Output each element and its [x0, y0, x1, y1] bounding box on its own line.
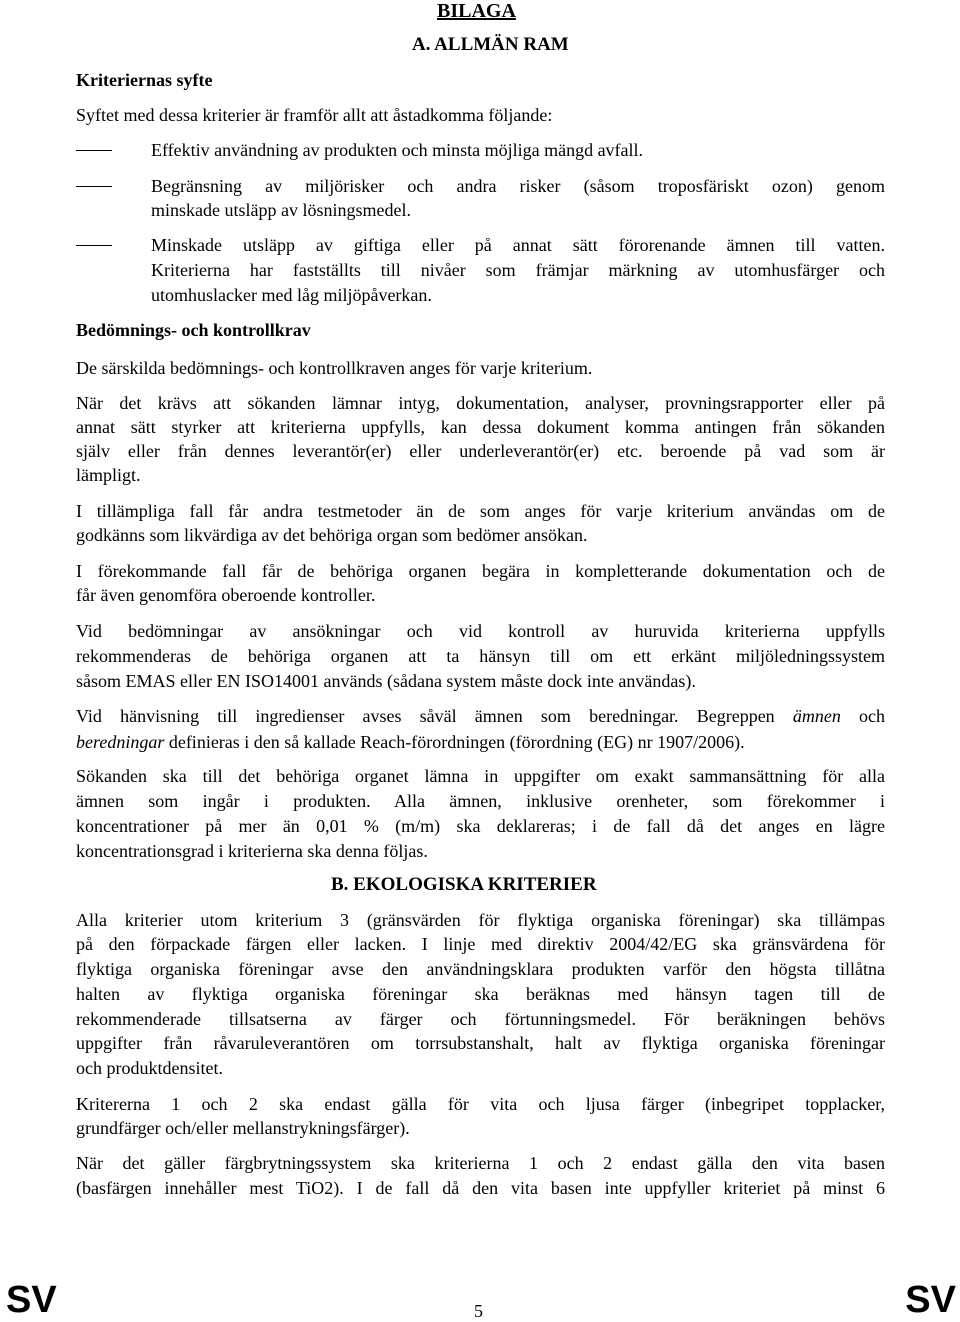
page-number: 5 — [474, 1301, 483, 1321]
bullet-line: Begränsning av miljörisker och andra risker (såsom troposfäriskt ozon) genom — [151, 176, 885, 196]
term-amnen: ämnen — [792, 706, 841, 726]
paragraph-line: Vid bedömningar av ansökningar och vid kontroll av huruvida kriterierna uppfylls — [76, 621, 885, 641]
syfte-heading: Kriteriernas syfte — [76, 70, 213, 90]
dash-icon — [76, 245, 112, 246]
term-beredningar: beredningar — [76, 732, 165, 752]
dash-icon — [76, 186, 112, 187]
section-a-heading: A. ALLMÄN RAM — [412, 34, 569, 55]
paragraph-line: uppgifter från råvaruleverantören om torrsubstanshalt, halt av flyktiga organiska föreningar — [76, 1033, 885, 1053]
syfte-intro: Syftet med dessa kriterier är framför allt att åstadkomma följande: — [76, 105, 553, 125]
paragraph-line: koncentrationsgrad i kriterierna ska denna följas. — [76, 841, 428, 861]
text-run: definieras i den så kallade Reach-förordningen (förordning (EG) nr 1907/2006). — [164, 732, 745, 752]
paragraph-line: I tillämpliga fall får andra testmetoder än de som anges för varje kriterium användas om de — [76, 501, 885, 521]
bullet-line: Minskade utsläpp av giftiga eller på annat sätt förorenande ämnen till vatten. — [151, 235, 885, 255]
paragraph-line: ämnen som ingår i produkten. Alla ämnen, inklusive orenheter, som förekommer i — [76, 791, 885, 811]
paragraph-line: koncentrationer på mer än 0,01 % (m/m) ska deklareras; i de fall då det anges en lägre — [76, 816, 885, 836]
paragraph-line: (basfärgen innehåller mest TiO2). I de fall då den vita basen inte uppfyller kriteriet på minst 6 — [76, 1178, 885, 1198]
bilaga-label: BILAGA — [437, 0, 516, 22]
paragraph-line: godkänns som likvärdiga av det behöriga organ som bedömer ansökan. — [76, 525, 588, 545]
paragraph-line: halten av flyktiga organiska föreningar ska beräknas med hänsyn tagen till de — [76, 984, 885, 1004]
paragraph-line: rekommenderas de behöriga organen att ta hänsyn till om ett erkänt miljöledningssystem — [76, 646, 885, 666]
paragraph-line: Alla kriterier utom kriterium 3 (gränsvärden för flyktiga organiska föreningar) ska tillämpas — [76, 910, 885, 930]
bullet-line: minskade utsläpp av lösningsmedel. — [151, 200, 411, 220]
bullet-line: utomhuslacker med låg miljöpåverkan. — [151, 285, 432, 305]
paragraph-line: När det gäller färgbrytningssystem ska kriterierna 1 och 2 endast gälla den vita basen — [76, 1153, 885, 1173]
paragraph-line — [76, 731, 745, 753]
paragraph-line: själv eller från dennes leverantör(er) eller underleverantör(er) etc. beroende på vad som är — [76, 441, 885, 461]
bedomning-heading: Bedömnings- och kontrollkrav — [76, 320, 311, 340]
dash-icon — [76, 150, 112, 151]
paragraph-line: Sökanden ska till det behöriga organet lämna in uppgifter om exakt sammansättning för alla — [76, 766, 885, 786]
footer-language-right: SV — [905, 1279, 956, 1321]
paragraph-line: Kritererna 1 och 2 ska endast gälla för vita och ljusa färger (inbegripet topplacker, — [76, 1094, 885, 1114]
text-run: Vid hänvisning till ingredienser avses såväl ämnen som beredningar. Begreppen — [76, 706, 793, 726]
section-b-heading: B. EKOLOGISKA KRITERIER — [331, 874, 597, 895]
footer-language-left: SV — [6, 1279, 57, 1321]
paragraph-line: annat sätt styrker att kriterierna uppfylls, kan dessa dokument komma antingen från sökanden — [76, 417, 885, 437]
paragraph-line: flyktiga organiska föreningar avse den användningsklara produkten varför den högsta tillåtna — [76, 959, 885, 979]
paragraph-line: såsom EMAS eller EN ISO14001 används (sådana system måste dock inte användas). — [76, 671, 696, 691]
paragraph-line: grundfärger och/eller mellanstrykningsfärger). — [76, 1118, 410, 1138]
paragraph-line: I förekommande fall får de behöriga organen begära in kompletterande dokumentation och de — [76, 561, 885, 581]
text-run: och — [840, 706, 885, 726]
bullet-line: Kriterierna har fastställts till nivåer som främjar märkning av utomhusfärger och — [151, 260, 885, 280]
paragraph-line: lämpligt. — [76, 465, 141, 485]
bullet-line: Effektiv användning av produkten och minsta möjliga mängd avfall. — [151, 140, 644, 160]
paragraph-line: på den förpackade färgen eller lacken. I linje med direktiv 2004/42/EG ska gränsvärdena för — [76, 934, 885, 954]
paragraph-line: och produktdensitet. — [76, 1058, 223, 1078]
paragraph-line: får även genomföra oberoende kontroller. — [76, 585, 376, 605]
paragraph-line: rekommenderade tillsatserna av färger och förtunningsmedel. För beräkningen behövs — [76, 1009, 885, 1029]
paragraph-line: När det krävs att sökanden lämnar intyg, dokumentation, analyser, provningsrapporter eller på — [76, 393, 885, 413]
paragraph-line — [76, 705, 885, 727]
bedomning-intro: De särskilda bedömnings- och kontrollkraven anges för varje kriterium. — [76, 358, 593, 378]
